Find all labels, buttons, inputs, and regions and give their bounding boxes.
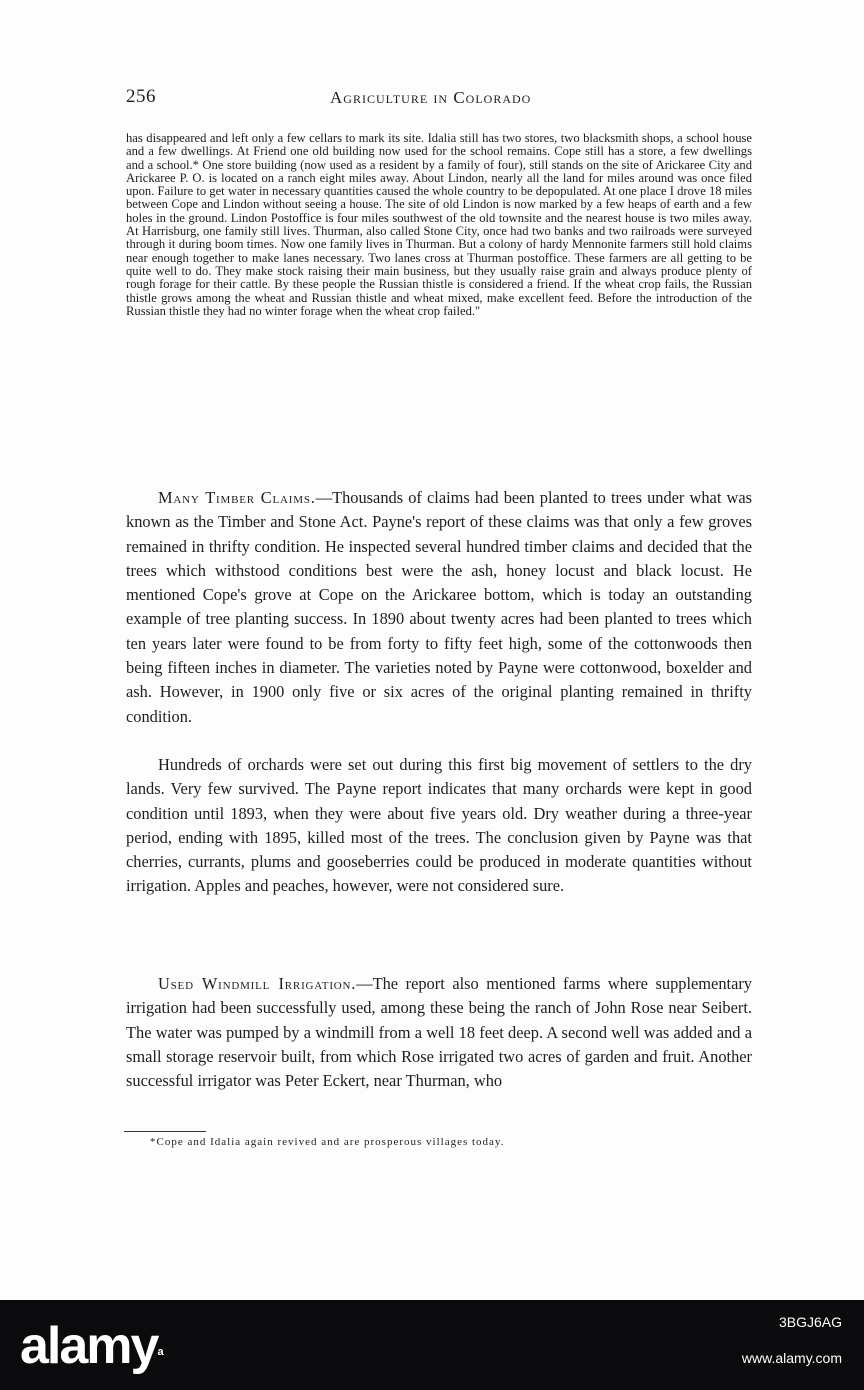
stock-photo-banner <box>0 1300 864 1390</box>
paragraph-heading: Used Windmill Irrigation. <box>158 974 357 993</box>
paragraph-orchards <box>126 753 752 899</box>
alamy-logo <box>20 1310 164 1382</box>
paragraph-text: —The report also mentioned farms where supplementary irrigation had been successfully used, among these being the ranch of John Rose near Seibert. The water was pumped by a windmill from a well 18 feet deep. A second well was added and a small storage reservoir built, from which Rose irrigated two acres of garden and fruit. Another successful irrigator was Peter Eckert, near Thurman, who <box>126 974 752 1091</box>
running-head: Agriculture in Colorado <box>330 88 532 107</box>
quoted-passage: has disappeared and left only a few cellars to mark its site. Idalia still has two stores, two blacksmith shops, a school house and a few dwellings. At Friend one old building now used for the school remains. Cope still has a store, a few dwellings and a school.* One store building (now used as a resident by a family of four), still stands on the site of Arickaree City and Arickaree P. O. is located on a ranch eight miles away. About Lindon, nearly all the land for miles around was once filed upon. Failure to get water in necessary quantities caused the whole country to be depopulated. At one place I drove 18 miles between Cope and Lindon without seeing a house. The site of old Lindon is now marked by a few heaps of earth and a few holes in the ground. Lindon Postoffice is four miles southwest of the old townsite and the nearest house is two miles away. At Harrisburg, one family still lives. Thurman, also called Stone City, once had two banks and two railroads were surveyed through it during boom times. Now one family lives in Thurman. But a colony of hardy Mennonite farmers still hold claims near enough together to make lanes necessary. Two lanes cross at Thurman postoffice. These farmers are all getting to be quite well to do. They make stock raising their main business, but they usually raise grain and always produce plenty of rough forage for their cattle. By these people the Russian thistle is considered a friend. If the wheat crop fails, the Russian thistle grows among the wheat and Russian thistle and wheat mixed, make excellent feed. Before the introduction of the Russian thistle they had no winter forage when the wheat crop failed." <box>126 131 752 318</box>
paragraph-used-windmill-irrigation <box>126 972 752 1093</box>
page-number: 256 <box>126 86 156 107</box>
image-id: 3BGJ6AG <box>778 1314 842 1330</box>
site-url: www.alamy.com <box>741 1350 842 1366</box>
paragraph-many-timber-claims <box>126 486 752 729</box>
trademark-mark: a <box>157 1346 164 1358</box>
footnote: *Cope and Idalia again revived and are prosperous villages today. <box>150 1136 505 1148</box>
paragraph-heading: Many Timber Claims. <box>158 488 316 507</box>
logo-text: alamy <box>20 1317 158 1375</box>
paragraph-text: Hundreds of orchards were set out during this first big movement of settlers to the dry lands. Very few survived. The Payne report indicates that many orchards were kept in good condition until 1893, when they were about five years old. Dry weather during a three-year period, ending with 1895, killed most of the trees. The conclusion given by Payne was that cherries, currants, plums and gooseberries could be produced in moderate quantities without irrigation. Apples and peaches, however, were not considered sure. <box>126 755 752 896</box>
footnote-rule <box>124 1131 206 1132</box>
paragraph-text: —Thousands of claims had been planted to trees under what was known as the Timber and Stone Act. Payne's report of these claims was that only a few groves remained in thrifty condition. He inspected several hundred timber claims and decided that the trees which withstood conditions best were the ash, honey locust and black locust. He mentioned Cope's grove at Cope on the Arickaree bottom, which is today an outstanding example of tree planting success. In 1890 about twenty acres had been planted to trees which ten years later were found to be from forty to fifty feet high, some of the cottonwoods then being fifteen inches in diameter. The varieties noted by Payne were cottonwood, boxelder and ash. However, in 1900 only five or six acres of the original planting remained in thrifty condition. <box>126 488 752 726</box>
